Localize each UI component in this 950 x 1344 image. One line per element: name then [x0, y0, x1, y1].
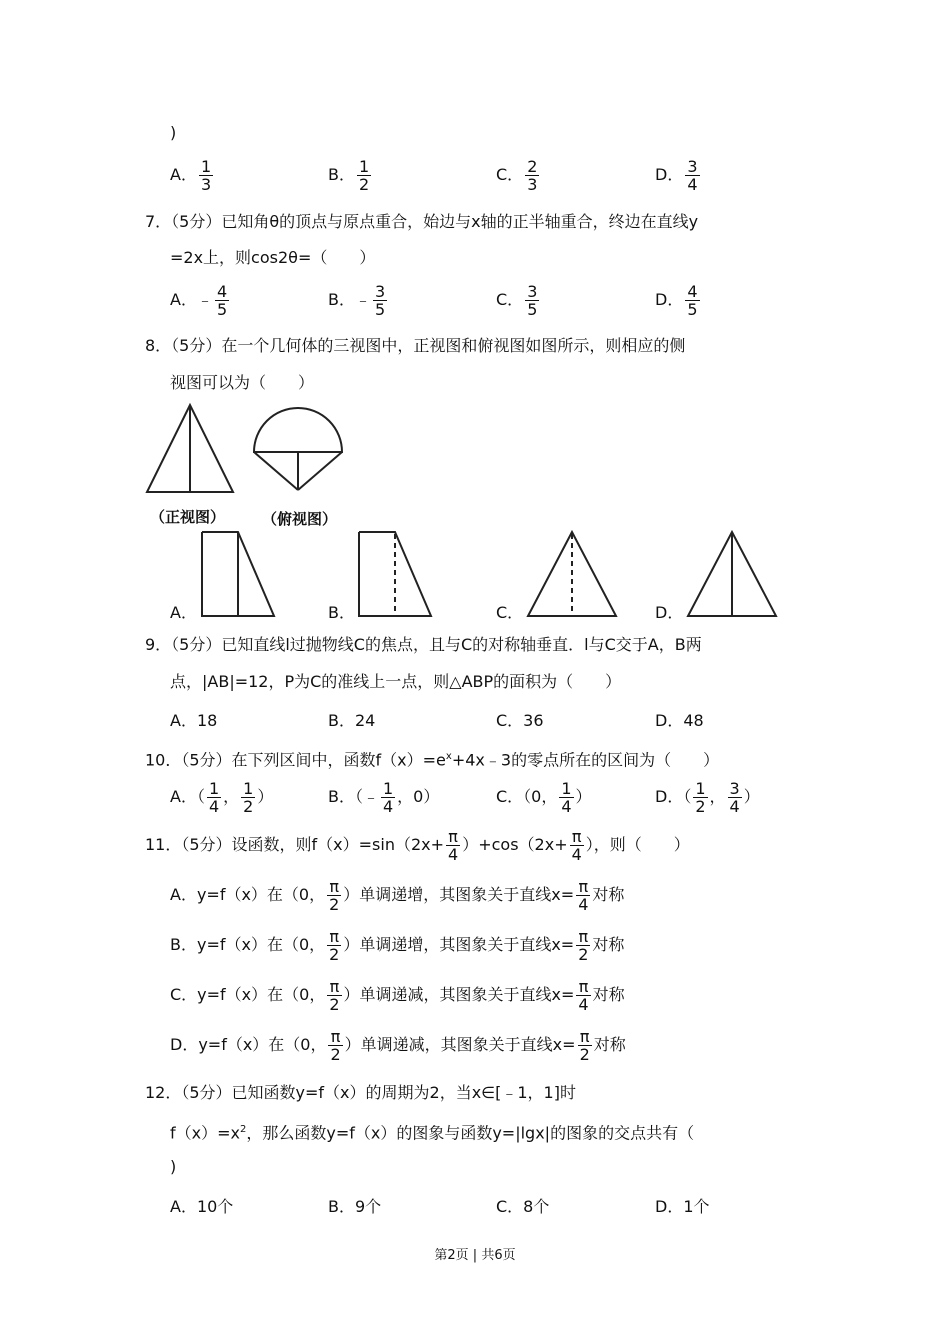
top-view-caption: （俯视图） — [262, 510, 338, 528]
q7-option-b[interactable]: B．﹣ $\frac{3}{5}$ — [328, 282, 386, 319]
q8-option-d-figure[interactable] — [685, 530, 780, 620]
q7-stem-line2: =2x上，则cos2θ=（ ） — [170, 248, 376, 267]
page-footer: 第2页 | 共6页 — [434, 1248, 516, 1263]
q12-option-a[interactable]: A．10个 — [170, 1197, 234, 1216]
q11-option-d[interactable]: D．y=f（x）在（0， $\frac{\pi}{2}$ ）单调递减，其图象关于直线x= $\frac{\pi}{2}$ 对称 — [170, 1027, 626, 1064]
top-view-figure — [248, 400, 348, 500]
q12-option-d[interactable]: D．1个 — [655, 1197, 710, 1216]
q10-stem: 10．（5分）在下列区间中，函数$f(x)=e^x+4x﹣3$的零点所在的区间为（ ） — [145, 750, 720, 770]
q8-option-b-figure[interactable] — [355, 530, 435, 620]
q8-option-c-figure[interactable] — [525, 530, 620, 620]
q7-option-d[interactable]: D． $\frac{4}{5}$ — [655, 282, 698, 319]
q8-stem-line1: 8．（5分）在一个几何体的三视图中，正视图和俯视图如图所示，则相应的侧 — [145, 336, 686, 355]
q9-option-c[interactable]: C．36 — [496, 711, 544, 730]
q9-stem-line2: 点，|AB|=12，P为C的准线上一点，则△ABP的面积为（ ） — [170, 672, 622, 691]
q6-option-c[interactable]: C． $\frac{2}{3}$ — [496, 157, 538, 194]
q7-option-a[interactable]: A．﹣ $\frac{4}{5}$ — [170, 282, 228, 319]
front-view-caption: （正视图） — [150, 508, 226, 526]
q12-option-c[interactable]: C．8个 — [496, 1197, 550, 1216]
q8-option-a-label[interactable]: A． — [170, 603, 197, 622]
q11-option-a[interactable]: A．y=f（x）在（0， $\frac{\pi}{2}$ ）单调递增，其图象关于直线x= $\frac{\pi}{4}$ 对称 — [170, 877, 625, 914]
q6-option-b[interactable]: B． $\frac{1}{2}$ — [328, 157, 370, 194]
q10-option-b[interactable]: B．（﹣ $\frac{1}{4}$ ，0） — [328, 779, 440, 816]
q8-option-c-label[interactable]: C． — [496, 603, 524, 622]
q6-option-a[interactable]: A． $\frac{1}{3}$ — [170, 157, 212, 194]
q9-option-d[interactable]: D．48 — [655, 711, 704, 730]
q8-option-d-label[interactable]: D． — [655, 603, 684, 622]
q8-option-b-label[interactable]: B． — [328, 603, 355, 622]
q9-option-b[interactable]: B．24 — [328, 711, 376, 730]
q12-stem-line2: $f(x)=x^2$，那么函数y=f（x）的图象与函数y=|lgx|的图象的交点共有（ — [170, 1123, 695, 1143]
q11-option-c[interactable]: C．y=f（x）在（0， $\frac{\pi}{2}$ ）单调递减，其图象关于直线x= $\frac{\pi}{4}$ 对称 — [170, 977, 625, 1014]
q9-option-a[interactable]: A．18 — [170, 711, 218, 730]
q7-stem-line1: 7．（5分）已知角θ的顶点与原点重合，始边与x轴的正半轴重合，终边在直线y — [145, 212, 699, 231]
q10-option-d[interactable]: D．（ $\frac{1}{2}$ ， $\frac{3}{4}$ ） — [655, 779, 760, 816]
q10-option-c[interactable]: C．（0， $\frac{1}{4}$ ） — [496, 779, 592, 816]
q9-stem-line1: 9．（5分）已知直线l过抛物线C的焦点，且与C的对称轴垂直．l与C交于A，B两 — [145, 635, 702, 654]
q11-option-b[interactable]: B．y=f（x）在（0， $\frac{\pi}{2}$ ）单调递增，其图象关于直线x= $\frac{\pi}{2}$ 对称 — [170, 927, 625, 964]
q10-option-a[interactable]: A．（ $\frac{1}{4}$ ， $\frac{1}{2}$ ） — [170, 779, 274, 816]
q7-option-c[interactable]: C． $\frac{3}{5}$ — [496, 282, 538, 319]
q8-stem-line2: 视图可以为（ ） — [170, 373, 315, 392]
q6-close-paren: ) — [170, 123, 177, 142]
q12-stem-line3: ) — [170, 1157, 177, 1176]
q11-stem: 11．（5分）设函数，则f（x）=sin（2x+ $\frac{\pi}{4}$ ）+cos（2x+ $\frac{\pi}{4}$ ），则（ ） — [145, 827, 690, 864]
q12-stem-line1: 12．（5分）已知函数y=f（x）的周期为2，当x∈[﹣1，1]时 — [145, 1083, 576, 1102]
q8-option-a-figure[interactable] — [198, 530, 278, 620]
front-view-figure — [140, 400, 240, 500]
q12-option-b[interactable]: B．9个 — [328, 1197, 382, 1216]
q6-option-d[interactable]: D． $\frac{3}{4}$ — [655, 157, 698, 194]
